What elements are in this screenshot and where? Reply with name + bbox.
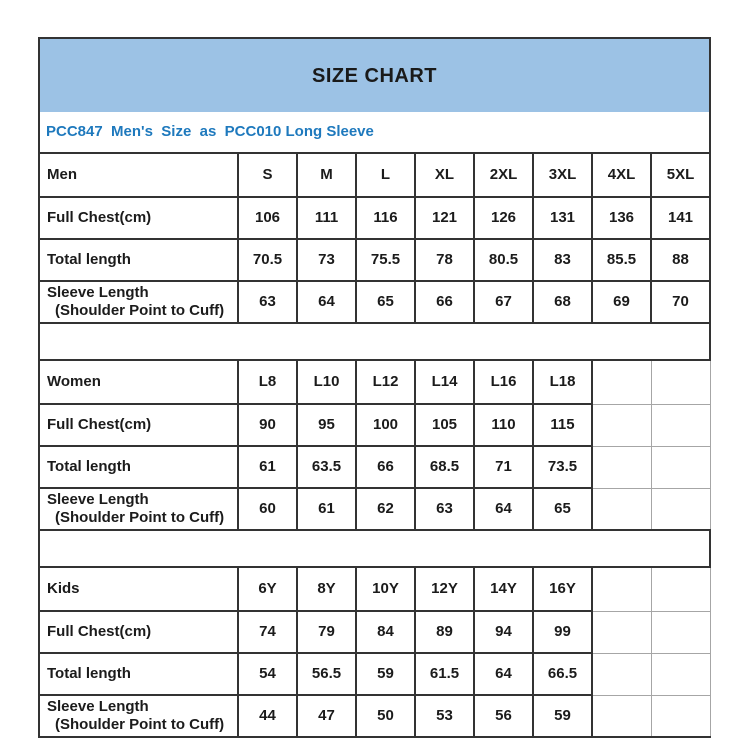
measure-value-cell: 115 (533, 404, 592, 446)
measure-value-cell: 56.5 (297, 653, 356, 695)
measure-label-line: Total length (47, 251, 131, 268)
measure-value-cell: 80.5 (474, 239, 533, 281)
size-header-cell: 5XL (651, 153, 710, 197)
men-header-row (39, 153, 710, 197)
size-header-cell: 16Y (533, 567, 592, 611)
table-row (39, 695, 710, 737)
section-label: Kids (39, 567, 238, 611)
measure-label-line: Sleeve Length (47, 491, 149, 508)
measure-value-cell: 62 (356, 488, 415, 530)
size-header-cell: 3XL (533, 153, 592, 197)
measure-value-cell: 79 (297, 611, 356, 653)
measure-value-cell: 54 (238, 653, 297, 695)
measure-value-cell: 65 (533, 488, 592, 530)
empty-cell (651, 446, 710, 488)
measure-value-cell: 63.5 (297, 446, 356, 488)
empty-cell (651, 567, 710, 611)
table-row (39, 404, 710, 446)
measure-label-line: Full Chest(cm) (47, 209, 152, 226)
measure-value-cell: 85.5 (592, 239, 651, 281)
empty-cell (592, 653, 651, 695)
measure-value-cell: 56 (474, 695, 533, 737)
measure-value-cell: 131 (533, 197, 592, 239)
measure-value-cell: 59 (356, 653, 415, 695)
women-header-row (39, 360, 710, 404)
size-header-cell: L16 (474, 360, 533, 404)
measure-value-cell: 66 (356, 446, 415, 488)
measure-value-cell: 44 (238, 695, 297, 737)
measure-value-cell: 84 (356, 611, 415, 653)
measure-label-line: Total length (47, 665, 131, 682)
size-header-cell: L14 (415, 360, 474, 404)
measure-label-line: (Shoulder Point to Cuff) (55, 716, 225, 733)
size-header-cell: 10Y (356, 567, 415, 611)
measure-value-cell: 121 (415, 197, 474, 239)
measure-value-cell: 66.5 (533, 653, 592, 695)
measure-value-cell: 69 (592, 281, 651, 323)
measure-value-cell: 141 (651, 197, 710, 239)
size-header-cell: L (356, 153, 415, 197)
table-row (39, 239, 710, 281)
measure-value-cell: 126 (474, 197, 533, 239)
empty-cell (592, 695, 651, 737)
measure-value-cell: 90 (238, 404, 297, 446)
section-gap-row (39, 530, 710, 567)
measure-value-cell: 99 (533, 611, 592, 653)
measure-label-line: Sleeve Length (47, 284, 149, 301)
section-label: Women (39, 360, 238, 404)
size-header-cell: 14Y (474, 567, 533, 611)
size-header-cell: 2XL (474, 153, 533, 197)
measure-value-cell: 70 (651, 281, 710, 323)
table-row (39, 197, 710, 239)
measure-label-cell (39, 653, 238, 695)
measure-value-cell: 64 (297, 281, 356, 323)
measure-value-cell: 70.5 (238, 239, 297, 281)
measure-value-cell: 64 (474, 488, 533, 530)
empty-cell (592, 446, 651, 488)
measure-value-cell: 73.5 (533, 446, 592, 488)
measure-value-cell: 105 (415, 404, 474, 446)
size-header-cell: L10 (297, 360, 356, 404)
measure-value-cell: 110 (474, 404, 533, 446)
measure-value-cell: 53 (415, 695, 474, 737)
measure-value-cell: 66 (415, 281, 474, 323)
measure-label-cell (39, 446, 238, 488)
size-header-cell: 4XL (592, 153, 651, 197)
size-header-cell: L12 (356, 360, 415, 404)
page-title: SIZE CHART (39, 38, 710, 112)
measure-value-cell: 68 (533, 281, 592, 323)
measure-value-cell: 64 (474, 653, 533, 695)
measure-value-cell: 61 (238, 446, 297, 488)
measure-value-cell: 68.5 (415, 446, 474, 488)
product-code-subtitle: PCC847 Men's Size as PCC010 Long Sleeve (39, 112, 710, 153)
measure-value-cell: 59 (533, 695, 592, 737)
measure-value-cell: 88 (651, 239, 710, 281)
measure-value-cell: 94 (474, 611, 533, 653)
empty-cell (592, 488, 651, 530)
size-header-cell: 6Y (238, 567, 297, 611)
measure-value-cell: 60 (238, 488, 297, 530)
empty-cell (592, 404, 651, 446)
measure-value-cell: 136 (592, 197, 651, 239)
table-row (39, 281, 710, 323)
table-row (39, 446, 710, 488)
measure-value-cell: 75.5 (356, 239, 415, 281)
measure-label-cell (39, 488, 238, 530)
measure-label-cell (39, 239, 238, 281)
measure-value-cell: 95 (297, 404, 356, 446)
measure-value-cell: 78 (415, 239, 474, 281)
empty-cell (592, 360, 651, 404)
measure-value-cell: 106 (238, 197, 297, 239)
size-header-cell: S (238, 153, 297, 197)
measure-value-cell: 67 (474, 281, 533, 323)
measure-value-cell: 63 (415, 488, 474, 530)
empty-cell (651, 360, 710, 404)
measure-label-line: (Shoulder Point to Cuff) (55, 302, 225, 319)
empty-cell (651, 653, 710, 695)
size-header-cell: M (297, 153, 356, 197)
measure-label-cell (39, 197, 238, 239)
title-row (39, 38, 710, 112)
measure-label-cell (39, 611, 238, 653)
empty-cell (651, 488, 710, 530)
size-header-cell: L8 (238, 360, 297, 404)
measure-value-cell: 116 (356, 197, 415, 239)
table-row (39, 611, 710, 653)
empty-cell (651, 611, 710, 653)
size-header-cell: 8Y (297, 567, 356, 611)
measure-value-cell: 63 (238, 281, 297, 323)
empty-cell (651, 404, 710, 446)
measure-value-cell: 100 (356, 404, 415, 446)
measure-value-cell: 65 (356, 281, 415, 323)
measure-label-cell (39, 404, 238, 446)
size-header-cell: 12Y (415, 567, 474, 611)
measure-value-cell: 47 (297, 695, 356, 737)
size-header-cell: L18 (533, 360, 592, 404)
size-chart-container (38, 37, 711, 738)
measure-label-line: Full Chest(cm) (47, 623, 152, 640)
gap-cell (39, 323, 710, 360)
gap-cell (39, 530, 710, 567)
measure-value-cell: 73 (297, 239, 356, 281)
measure-label-line: Sleeve Length (47, 698, 149, 715)
measure-value-cell: 61.5 (415, 653, 474, 695)
empty-cell (592, 611, 651, 653)
section-label: Men (39, 153, 238, 197)
empty-cell (651, 695, 710, 737)
subtitle-row (39, 112, 710, 153)
kids-header-row (39, 567, 710, 611)
empty-cell (592, 567, 651, 611)
section-gap-row (39, 323, 710, 360)
measure-label-cell (39, 695, 238, 737)
table-row (39, 488, 710, 530)
measure-value-cell: 61 (297, 488, 356, 530)
measure-value-cell: 111 (297, 197, 356, 239)
measure-value-cell: 74 (238, 611, 297, 653)
measure-label-cell (39, 281, 238, 323)
measure-value-cell: 50 (356, 695, 415, 737)
measure-label-line: (Shoulder Point to Cuff) (55, 509, 225, 526)
table-row (39, 653, 710, 695)
measure-value-cell: 89 (415, 611, 474, 653)
measure-value-cell: 71 (474, 446, 533, 488)
measure-value-cell: 83 (533, 239, 592, 281)
size-chart-table (38, 37, 711, 738)
measure-label-line: Total length (47, 458, 131, 475)
size-header-cell: XL (415, 153, 474, 197)
measure-label-line: Full Chest(cm) (47, 416, 152, 433)
